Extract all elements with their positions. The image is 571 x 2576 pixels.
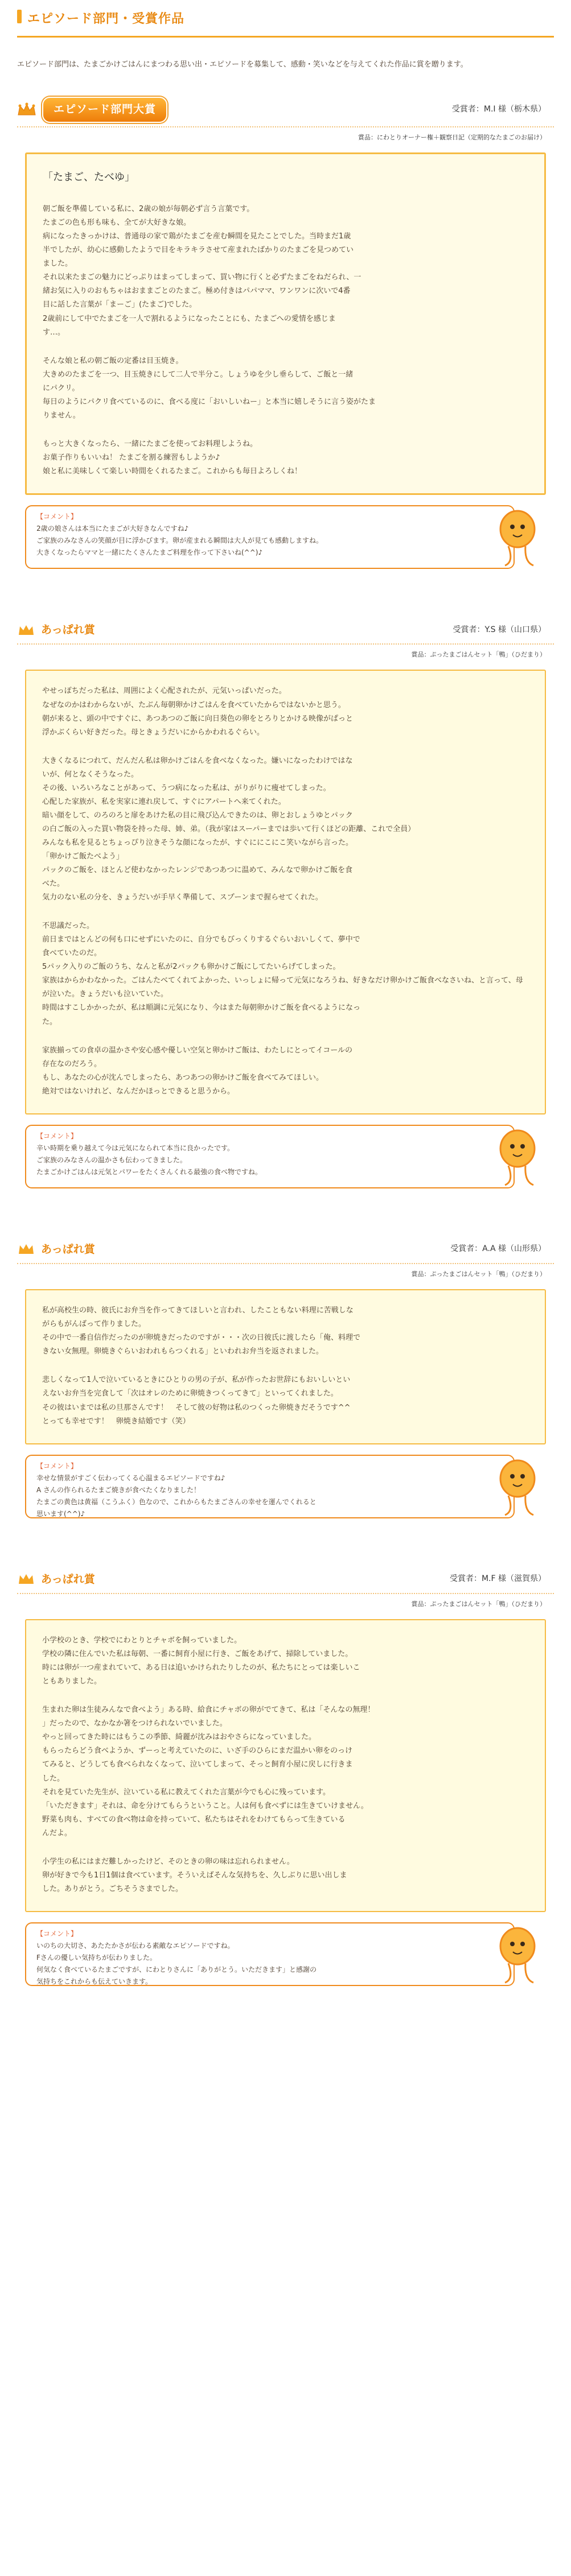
winner-name: 受賞者：Y.S 様（山口県）: [453, 625, 546, 634]
award-title-group: [17, 1240, 95, 1260]
comment-box: [25, 1125, 515, 1188]
award-title-group: [17, 97, 167, 122]
award-header: [17, 1240, 554, 1263]
comment-row: [25, 1922, 546, 1989]
comment-box: [25, 1922, 515, 1986]
essay-paragraph: そんな娘と私の朝ご飯の定番は目玉焼き。 大きめのたまごを一つ、目玉焼きにして二人で半分こ。しょうゆを少し垂らして、ご飯と一緒 にパクリ。 毎日のようにパクリ食べているのに、食べる度に「おいしいねー」と本当に嬉しそうに言う姿がたま りません。: [43, 356, 376, 420]
intro-text: エピソード部門は、たまごかけごはんにまつわる思い出・エピソードを募集して、感動・笑いなどを与えてくれた作品に賞を贈ります。: [17, 60, 468, 69]
comment-box: [25, 1455, 515, 1518]
essay-box: [25, 1289, 546, 1444]
crown-icon: [17, 102, 36, 117]
essay-paragraph: 生まれた卵は生徒みんなで食べよう」ある時、給食にチャボの卵がでてきて、私は「そんなの無理！ 」だったので、なかなか箸をつけられないでいました。 やっと回ってきた時にはもうこの季節、綺麗が沈みはおやさらになっていました。 もらったらどう食べようか、ずーっと考えていたのに、いざ手のひらにまだ温かい卵をのっけ てみると、どうしても食べられなくなって、泣いてしまって、そっと飼育小屋に戻しに行きま した。 それを見ていた先生が、泣いている私に教えてくれた言葉が今でも心に残っています。 「いただきます」それは、命を分けてもらうということ。人は何も食べずには生きていけません。 野菜も肉も、すべての食べ物は命を持っていて、私たちはそれをわけてもらって生きている んだよ。: [42, 1706, 375, 1838]
essay-paragraph: もっと大きくなったら、一緒にたまごを使ってお料理しようね。 お菓子作りもいいね！ たまごを割る練習もしようか♪ 娘と私に美味しくて楽しい時間をくれるたまご。これからも毎日よろしくね！: [43, 439, 302, 476]
award-title: あっぱれ賞: [41, 1242, 95, 1256]
award-title: あっぱれ賞: [41, 1572, 95, 1586]
essay-box: [25, 670, 546, 1114]
comment-text: 2歳の娘さんは本当にたまごが大好きなんですね♪ ご家族のみなさんの笑顔が目に浮かびます。卵が産まれる瞬間は大人が見ても感動しますね。 大きくなったらママと一緒にたくさんたまご料理を作って下さいね(^^)♪: [36, 525, 323, 556]
egg-mascot-icon: [491, 1923, 543, 1985]
comment-text: いのちの大切さ、あたたかさが伝わる素敵なエピソードですね。 Fさんの優しい気持ちが伝わりました。 何気なく食べているたまごですが、にわとりさんに「ありがとう。いただきます」と感謝の 気持ちをこれからも伝えていきます。: [36, 1941, 317, 1985]
essay-title: 「たまご、たべゆ」: [43, 171, 135, 183]
spacer: [17, 1192, 554, 1215]
comment-label: 【コメント】: [36, 1929, 78, 1938]
award-title-group: [17, 620, 95, 640]
award-title: あっぱれ賞: [41, 624, 95, 636]
essay-paragraph: 朝ご飯を準備している私に、2歳の娘が毎朝必ず言う言葉です。 たまごの色も形も味も、全てが大好きな娘。 病になったきっかけは、普通母の家で鶏がたまごを産む瞬間を見たことでした。当時まだ1歳 半でしたが、幼心に感動したようで目をキラキラさせて産まれたばかりのたまごを見つめてい ました。 それ以来たまごの魅力にどっぷりはまってしまって、買い物に行くと必ずたまごをねだられ、一 緒お気に入りのおもちゃはおままごとのたまご。極め付きはパパママ、ワンワンに次いで4番 目に話した言葉が「まーご」(たまご)でした。 2歳前にして中でたまごを一人で割れるようになったことにも、たまごへの愛情を感じま す…。: [43, 205, 362, 337]
spacer: [17, 1522, 554, 1545]
prize-text: 賞品：ぷったまごはんセット「鴨」（ひだまり）: [17, 643, 554, 664]
crown-icon: [17, 624, 35, 637]
essay-paragraph: 悲しくなって1人で泣いているときにひとりの男の子が、私が作ったお世辞にもおいしいとい えないお弁当を完食して「次はオレのために卵焼きつくってきて」といってくれました。 その彼はいまでは私の旦那さんです！ そして彼の好物は私のつくった卵焼きだそうです^^ とっても幸せです！ 卵焼き結婚です（笑）: [42, 1376, 351, 1426]
essay-box: [25, 1619, 546, 1912]
comment-label: 【コメント】: [36, 1462, 78, 1470]
award-header: [17, 1570, 554, 1593]
award-header-grand: [17, 97, 554, 126]
essay-paragraph: やせっぽちだった私は、周囲によく心配されたが、元気いっぱいだった。 なぜなのかはわからないが、たぶん毎朝卵かけごはんを食べていたからではないかと思う。 朝が来ると、頭の中ですぐに、あつあつのご飯に向日葵色の卵をとろりとかける映像がぱっと 浮かぶくらい好きだった。母ときょうだいにからかわれるぐらい。: [42, 687, 354, 737]
egg-mascot-icon: [491, 506, 543, 568]
essay-paragraph: 私が高校生の時、彼氏にお弁当を作ってきてほしいと言われ、したこともない料理に苦戦しな がらもがんばって作りました。 その中で一番自信作だったのが卵焼きだったのですが・・・次の日彼氏に渡したら「俺、料理で きない女無理。卵焼きぐらいおわれもらつくれる」といわれお弁当を返されました。: [42, 1306, 361, 1356]
winner-name: 受賞者：A.A 様（山形県）: [450, 1244, 546, 1254]
comment-box: [25, 505, 515, 569]
comment-label: 【コメント】: [36, 513, 78, 521]
winner-name: 受賞者：M.F 様（滋賀県）: [449, 1574, 546, 1584]
award-title-group: [17, 1570, 95, 1590]
comment-text: 幸せな情景がすごく伝わってくる心温まるエピソードですね♪ A さんの作られるたまご焼きが食べたくなりました！ たまごの黄色は黄福（こうふく）色なので、これからもたまごさんの幸せを運んでくれると 思います(^^)♪: [36, 1473, 317, 1518]
essay-box: [25, 152, 546, 495]
comment-row: [25, 505, 546, 572]
prize-text: 賞品：にわとりオーナー権＋観察日記（定期的なたまごのお届け）: [17, 126, 554, 147]
egg-mascot-icon: [491, 1126, 543, 1187]
grand-prize-badge: エピソード部門大賞: [42, 97, 167, 122]
comment-row: [25, 1125, 546, 1192]
crown-icon: [17, 1572, 35, 1586]
winner-name: 受賞者：M.I 様（栃木県）: [451, 105, 546, 114]
comment-text: 辛い時期を乗り越えて今は元気になられて本当に良かったです。 ご家族のみなさんの温かさも伝わってきました。 たまごかけごはんは元気とパワーをたくさんくれる最強の食べ物ですね。: [36, 1143, 262, 1176]
comment-label: 【コメント】: [36, 1132, 78, 1140]
award-header: [17, 620, 554, 643]
essay-paragraph: 不思議だった。 前日まではとんどの何も口にせずにいたのに、自分でもびっくりするぐらいおいしくて、夢中で 食べていたのだ。 5パック入りのご飯のうち、なんと私が2パックも卵かけご飯にしてたいらげてしまった。 家族はからかわなかった。ごはんたべてくれてよかった、いっしょに帰って元気になろうね、好きなだけ卵かけご飯食べなさいね、と言って、母が泣いた。きょうだいも泣いていた。 時間はすこしかかったが、私は順調に元気になり、今はまた毎朝卵かけご飯を食べるようになっ た。: [42, 922, 523, 1026]
page-title: エピソード部門・受賞作品: [27, 12, 185, 26]
crown-icon: [17, 1242, 35, 1256]
prize-text: 賞品：ぷったまごはんセット「鴨」（ひだまり）: [17, 1593, 554, 1613]
essay-paragraph: 家族揃っての食卓の温かさや安心感や優しい空気と卵かけご飯は、わたしにとってイコールの 存在なのだろう。 もし、あなたの心が沈んでしまったら、あつあつの卵かけご飯を食べてみてほしい。 絶対ではないけれど、なんだかほっとできると思うから。: [42, 1046, 352, 1096]
spacer: [17, 572, 554, 595]
page-title-bar: [17, 5, 554, 38]
comment-row: [25, 1455, 546, 1522]
essay-paragraph: 小学生の私にはまだ難しかったけど、そのときの卵の味は忘れられません。 卵が好きで今も1日1個は食べています。そういえばそんな気持ちを、久しぶりに思い出しま した。ありがとう。ごちそうさまでした。: [42, 1857, 347, 1893]
essay-paragraph: 小学校のとき、学校でにわとりとチャボを飼っていました。 学校の隣に住んでいた私は毎朝、一番に飼育小屋に行き、ご飯をあげて、掃除していました。 時には卵が一つ産まれていて、ある日は追いかけられたりしたのが、私たちにとっては楽しいこ ともありました。: [42, 1636, 360, 1686]
egg-mascot-icon: [491, 1456, 543, 1517]
prize-text: 賞品：ぷったまごはんセット「鴨」（ひだまり）: [17, 1263, 554, 1283]
essay-paragraph: 大きくなるにつれて、だんだん私は卵かけごはんを食べなくなった。嫌いになったわけではな いが、何となくそうなった。 その後、いろいろなことがあって、うつ病になった私は、がりがりに痩せてしまった。 心配した家族が、私を実家に連れ戻して、すぐにアパートへ来てくれた。 暗い顔をして、のろのろと扉をあけた私の目に飛び込んできたのは、卵とおしょうゆとパック の白ご飯の入った買い物袋を持った母、姉、弟。（我が家はスーパーまでは歩いて行くほどの距離、これで全員） みんなも私を見るとちょっぴり泣きそうな顔になったが、すぐににこにこ笑いながら言った。 「卵かけご飯たべよう」 パックのご飯を、ほとんど使わなかったレンジであつあつに温めて、みんなで卵かけご飯を食 べた。 気力のない私の分を、きょうだいが手早く準備して、スプーンまで握らせてくれた。: [42, 756, 416, 902]
